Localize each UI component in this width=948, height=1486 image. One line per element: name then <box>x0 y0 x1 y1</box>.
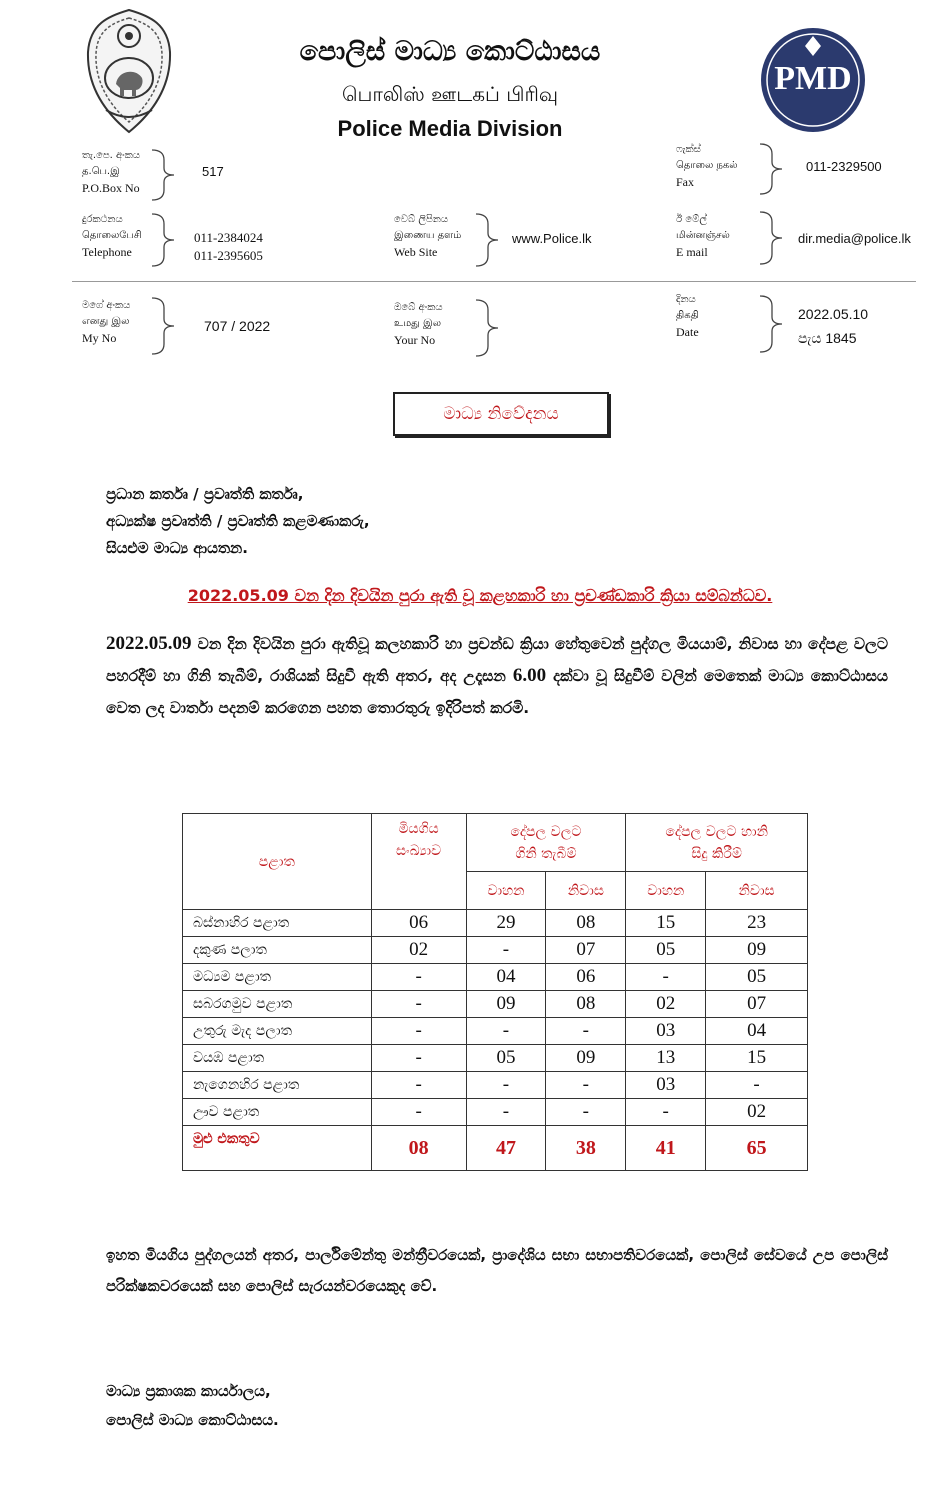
total-deaths-cell: 08 <box>371 1126 466 1171</box>
table-row <box>183 1099 808 1126</box>
total-arson-houses-cell: 38 <box>546 1126 626 1171</box>
header-divider <box>72 281 916 282</box>
fax-value: 011-2329500 <box>806 159 882 174</box>
damage-vehicles-cell: 15 <box>626 910 706 937</box>
arson-vehicles-cell: - <box>466 1099 546 1126</box>
header-arson-line2: ගිනි තැබීම් <box>515 845 577 862</box>
yourno-brace <box>474 298 504 358</box>
signoff-line-1: මාධ්‍ය ප්‍රකාශක කාර්යාලය, <box>106 1382 271 1400</box>
province-cell: සබරගමුව පළාත <box>183 991 372 1018</box>
deaths-cell: - <box>371 991 466 1018</box>
date-label-ta: திகதி <box>676 310 699 321</box>
yourno-labels <box>394 300 443 348</box>
email-value[interactable]: dir.media@police.lk <box>798 231 911 246</box>
arson-houses-cell: - <box>546 1099 626 1126</box>
email-label-en: E mail <box>676 245 708 259</box>
arson-houses-cell: 09 <box>546 1045 626 1072</box>
telephone-brace <box>150 212 180 268</box>
date-time: පැය 1845 <box>798 330 857 346</box>
header-arson-vehicles: වාහන <box>466 872 546 910</box>
date-brace <box>758 294 788 354</box>
deaths-cell: - <box>371 1072 466 1099</box>
header-arson-houses: නිවාස <box>546 872 626 910</box>
province-cell: වයඹ පළාත <box>183 1045 372 1072</box>
deaths-cell: - <box>371 1099 466 1126</box>
damage-houses-cell: 23 <box>706 910 808 937</box>
pobox-value: 517 <box>202 164 224 179</box>
header-damage-houses: නිවාස <box>706 872 808 910</box>
addressee-line: අධ්‍යක්ෂ ප්‍රවෘත්ති / ප්‍රවෘත්ති කළමණාකරු, <box>106 512 370 530</box>
fax-label-en: Fax <box>676 175 694 189</box>
myno-labels <box>82 298 130 346</box>
intro-text-2: දක්වා වූ සිදුවීම් වලින් මෙතෙක් මාධ්‍ය කොට්ඨාසය වෙත ලද වාර්තා පදනම් කරගෙන පහත තොරතුරු ඉදිරිපත් කරමි. <box>106 667 888 717</box>
intro-text-1: වන දින දිවයින පුරා ඇතිවූ කලහකාරි හා ප්‍රචන්ඩ ක්‍රියා හේතුවෙන් පුද්ගල මියයාම්, නිවාස හා දේපළ වලට පහරදීම් හා ගිනි තැබීම්, රාශියක් සිදුවී ඇති අතර, අද උදෑසන <box>106 635 888 685</box>
pobox-label-en: P.O.Box No <box>82 181 140 195</box>
damage-vehicles-cell: 05 <box>626 937 706 964</box>
telephone-value-1: 011-2384024 <box>194 230 263 245</box>
website-label-en: Web Site <box>394 245 438 259</box>
telephone-label-ta: தொலைபேசி <box>82 230 142 241</box>
addressee-line: සියළුම මාධ්‍ය ආයතන. <box>106 539 248 557</box>
arson-houses-cell: - <box>546 1072 626 1099</box>
email-label-ta: மின்னஞ்சல் <box>676 230 730 241</box>
fax-label-ta: தொலை நகல் <box>676 160 738 171</box>
police-emblem-logo <box>78 6 180 138</box>
damage-houses-cell: 15 <box>706 1045 808 1072</box>
total-arson-vehicles-cell: 47 <box>466 1126 546 1171</box>
yourno-label-ta: உமது இல <box>394 318 441 329</box>
date-label-si: දිනය <box>676 294 696 305</box>
header-damage-line2: සිදු කිරීම් <box>691 845 742 862</box>
subject-line: 2022.05.09 වන දින දිවයින පුරා ඇති වූ කළහකාරි හා ප්‍රචණ්ඩකාරි ක්‍රියා සම්බන්ධව. <box>187 586 773 605</box>
arson-vehicles-cell: - <box>466 1018 546 1045</box>
arson-houses-cell: 07 <box>546 937 626 964</box>
date-label-en: Date <box>676 325 699 339</box>
yourno-label-si: ඔබේ අංකය <box>394 302 443 313</box>
damage-houses-cell: - <box>706 1072 808 1099</box>
damage-vehicles-cell: 03 <box>626 1072 706 1099</box>
total-label-cell: මුළු එකතුව <box>183 1126 372 1171</box>
document-title: මාධ්‍ය නිවේදනය <box>393 392 609 436</box>
website-label-si: වෙබ් ලිපිනය <box>394 214 449 225</box>
myno-label-en: My No <box>82 331 117 345</box>
header-damage-line1: දේපල වලට හානි <box>665 823 768 840</box>
province-cell: බස්නාහිර පළාත <box>183 910 372 937</box>
fax-brace <box>758 142 788 196</box>
fax-labels <box>676 142 738 190</box>
intro-date: 2022.05.09 <box>106 633 192 654</box>
damage-vehicles-cell: - <box>626 964 706 991</box>
addressee-line: ප්‍රධාන කර්තෘ / ප්‍රවෘත්ති කර්තෘ, <box>106 485 304 503</box>
deaths-cell: 02 <box>371 937 466 964</box>
table-row <box>183 964 808 991</box>
province-cell: මධ්‍යම පළාත <box>183 964 372 991</box>
website-brace <box>474 212 504 268</box>
table-row <box>183 991 808 1018</box>
arson-houses-cell: 06 <box>546 964 626 991</box>
table-row <box>183 1072 808 1099</box>
arson-houses-cell: 08 <box>546 910 626 937</box>
header-province: පළාත <box>183 814 372 910</box>
fax-label-si: ෆැක්ස් <box>676 144 701 155</box>
date-labels <box>676 292 699 340</box>
website-labels <box>394 212 461 260</box>
province-cell: දකුණ පලාත <box>183 937 372 964</box>
date-value: 2022.05.10 <box>798 306 869 322</box>
damage-houses-cell: 07 <box>706 991 808 1018</box>
damage-houses-cell: 02 <box>706 1099 808 1126</box>
myno-brace <box>150 296 180 356</box>
arson-vehicles-cell: - <box>466 937 546 964</box>
damage-houses-cell: 09 <box>706 937 808 964</box>
org-name-tamil: பொலிஸ் ஊடகப் பிரிவு <box>341 82 558 106</box>
telephone-value-2: 011-2395605 <box>194 248 263 263</box>
table-row <box>183 1018 808 1045</box>
yourno-label-en: Your No <box>394 333 436 347</box>
incident-table <box>182 813 808 1171</box>
header-deaths-line2: සංඛ්‍යාව <box>395 843 442 859</box>
province-cell: ඌව පළාත <box>183 1099 372 1126</box>
email-labels <box>676 212 730 260</box>
website-label-ta: இணைய தளம் <box>394 230 462 241</box>
header-damage <box>626 814 808 872</box>
pmd-logo-text: PMD <box>774 60 852 97</box>
total-damage-vehicles-cell: 41 <box>626 1126 706 1171</box>
arson-vehicles-cell: 05 <box>466 1045 546 1072</box>
arson-houses-cell: - <box>546 1018 626 1045</box>
pmd-logo <box>758 24 868 136</box>
header-arson-line1: දේපල වලට <box>510 823 582 840</box>
damage-vehicles-cell: - <box>626 1099 706 1126</box>
province-cell: නැගෙනහිර පළාත <box>183 1072 372 1099</box>
closing-paragraph: ඉහත මියගිය පුද්ගලයන් අතර, පාර්ලිමේන්තු මන්ත්‍රීවරයෙක්, ප්‍රාදේශිය සභා සභාපතිවරයෙක්, පොලිස් සේවයේ උප පොලිස් පරික්ෂකවරයෙක් සහ පොලිස් සැරයන්වරයෙකුද වේ. <box>106 1246 888 1295</box>
pobox-label-ta: த.பெ.இ <box>82 166 120 177</box>
table-row <box>183 1045 808 1072</box>
header-damage-vehicles: වාහන <box>626 872 706 910</box>
myno-label-ta: எனது இல <box>82 316 130 327</box>
intro-paragraph <box>106 628 888 724</box>
telephone-label-en: Telephone <box>82 245 132 259</box>
damage-houses-cell: 05 <box>706 964 808 991</box>
deaths-cell: 06 <box>371 910 466 937</box>
arson-houses-cell: 08 <box>546 991 626 1018</box>
pobox-label-si: තැ.පෙ. අංකය <box>82 150 141 161</box>
email-brace <box>758 210 788 266</box>
org-name-english: Police Media Division <box>337 116 563 141</box>
table-row <box>183 937 808 964</box>
addressee-block <box>106 481 370 562</box>
signoff-line-2: පොලිස් මාධ්‍ය කොට්ඨාසය. <box>106 1411 279 1429</box>
deaths-cell: - <box>371 1018 466 1045</box>
header-deaths-line1: මියගිය <box>398 821 439 837</box>
table-total-row <box>183 1126 808 1171</box>
pobox-brace <box>150 148 180 202</box>
header-arson <box>466 814 626 872</box>
table-row <box>183 910 808 937</box>
header-deaths <box>371 814 466 910</box>
myno-label-si: මගේ අංකය <box>82 300 131 311</box>
deaths-cell: - <box>371 1045 466 1072</box>
damage-houses-cell: 04 <box>706 1018 808 1045</box>
signoff-block <box>106 1377 279 1435</box>
damage-vehicles-cell: 02 <box>626 991 706 1018</box>
total-damage-houses-cell: 65 <box>706 1126 808 1171</box>
intro-time: 6.00 <box>512 665 547 686</box>
telephone-label-si: දුරකථනය <box>82 214 123 225</box>
email-label-si: ඊ මේල් <box>676 214 707 225</box>
province-cell: උතුරු මැද පලාත <box>183 1018 372 1045</box>
arson-vehicles-cell: 09 <box>466 991 546 1018</box>
damage-vehicles-cell: 03 <box>626 1018 706 1045</box>
org-name-sinhala: පොලිස් මාධ්‍ය කොට්ඨාසය <box>299 36 601 67</box>
arson-vehicles-cell: - <box>466 1072 546 1099</box>
arson-vehicles-cell: 04 <box>466 964 546 991</box>
website-value[interactable]: www.Police.lk <box>512 231 592 246</box>
damage-vehicles-cell: 13 <box>626 1045 706 1072</box>
pobox-labels <box>82 148 140 196</box>
deaths-cell: - <box>371 964 466 991</box>
arson-vehicles-cell: 29 <box>466 910 546 937</box>
myno-value: 707 / 2022 <box>204 318 271 334</box>
telephone-labels <box>82 212 142 260</box>
